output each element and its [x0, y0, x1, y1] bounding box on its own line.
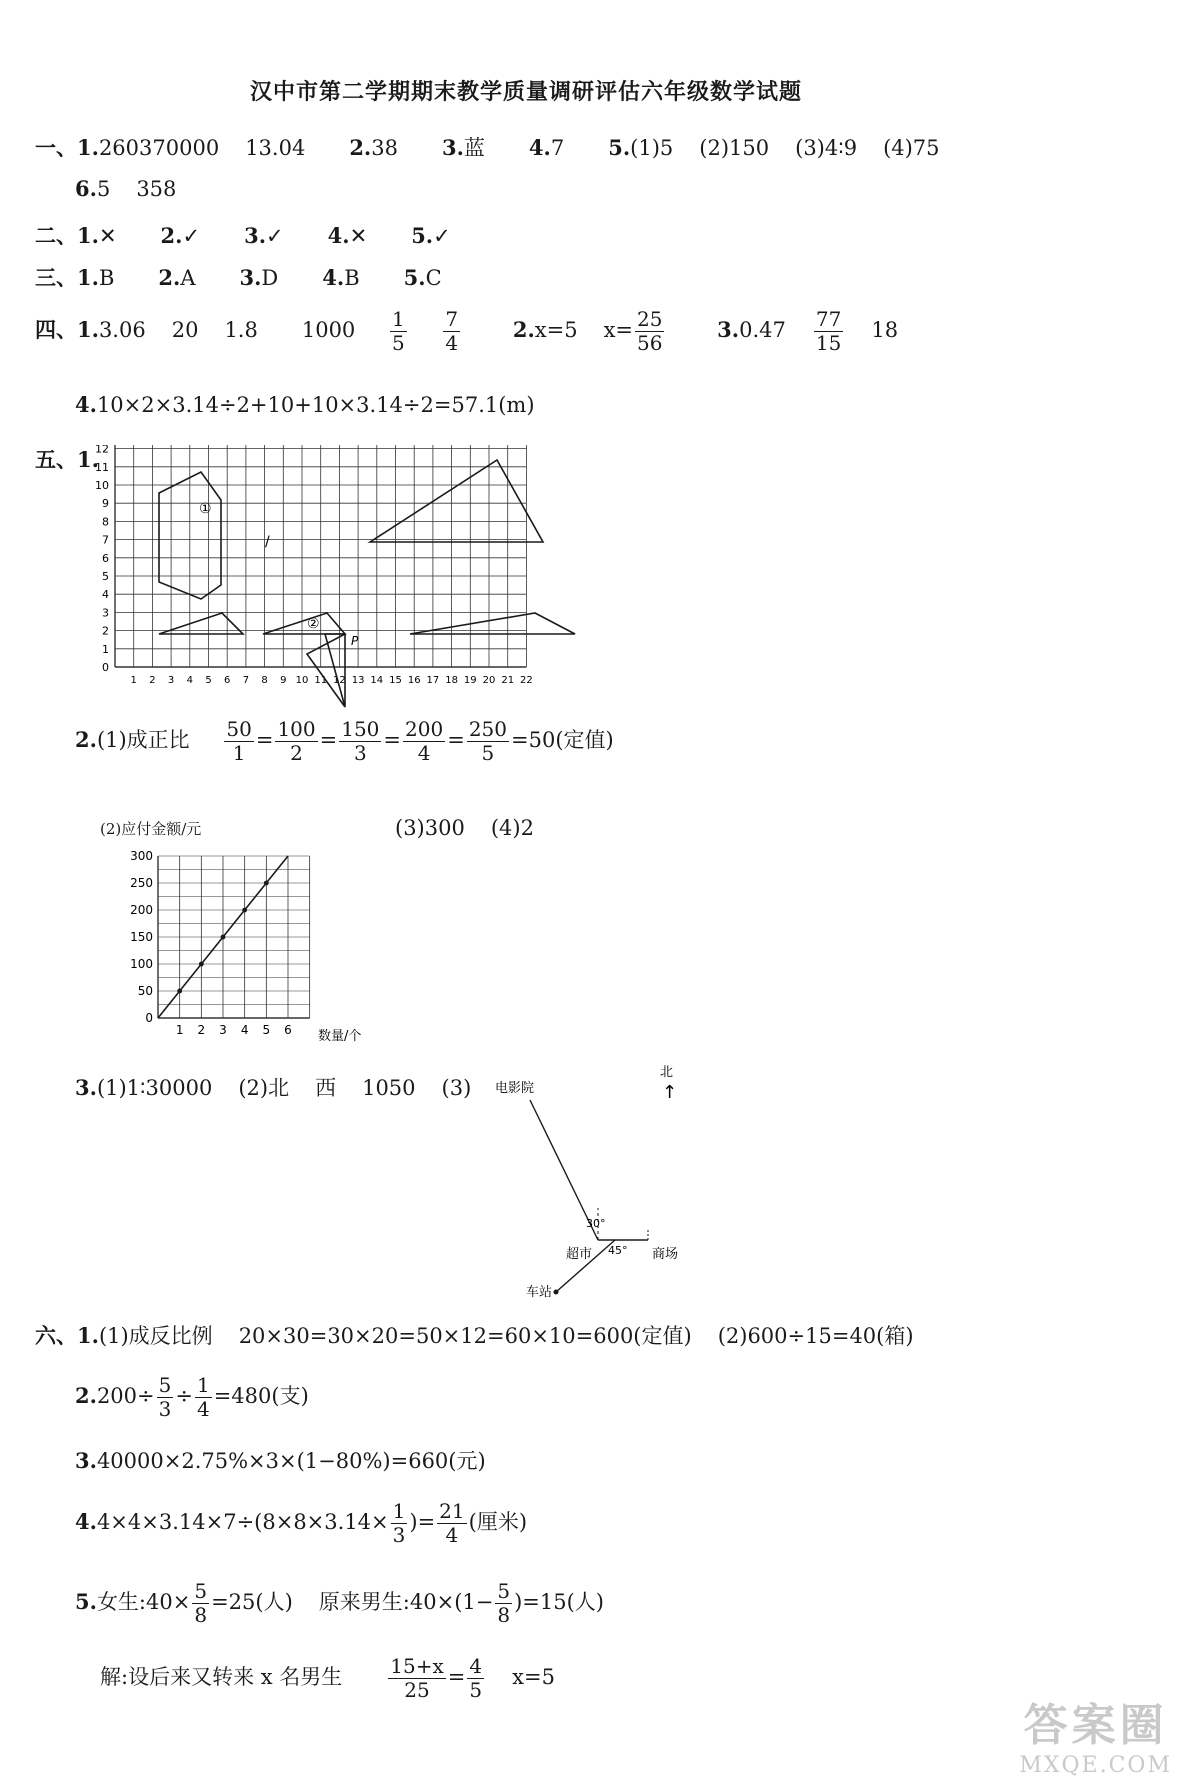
chart-x-tick: 6	[284, 1023, 292, 1037]
answer: (1)5	[630, 136, 674, 160]
q-number: 3.	[244, 223, 267, 248]
q-number: 5.	[75, 1589, 97, 1614]
numerator: 4	[469, 1654, 483, 1678]
grid-x-tick: 10	[295, 675, 309, 686]
answer: (3)4∶9	[795, 136, 858, 160]
text: 解:设后来又转来 x 名男生	[100, 1665, 343, 1689]
answer: 1.8	[224, 318, 258, 342]
grid-x-tick: 11	[314, 675, 328, 686]
q-number: 1.	[77, 447, 99, 472]
ratio-fraction	[275, 718, 317, 765]
q-number: 3.	[441, 135, 464, 160]
ratio-fraction	[467, 718, 509, 765]
market-label: 超市	[566, 1247, 593, 1262]
chart-x-tick: 3	[219, 1023, 227, 1037]
answer: C	[425, 266, 442, 290]
section-6-label: 六、	[35, 1323, 77, 1348]
fraction	[391, 1500, 408, 1547]
answer: 40000×2.75%×3×(1−80%)=660(元)	[96, 1449, 486, 1473]
grid-x-tick: 21	[501, 675, 515, 686]
triangle-rotated	[325, 634, 345, 707]
q-number: 2.	[158, 265, 181, 290]
answer: (2)北	[238, 1076, 290, 1100]
chart-y-tick: 50	[137, 984, 153, 998]
grid-x-tick: 8	[261, 675, 268, 686]
q-number: 3.	[75, 1075, 97, 1100]
answer: 0.47	[739, 318, 786, 342]
grid-x-tick: 17	[426, 675, 440, 686]
denominator: 3	[158, 1397, 172, 1421]
north-label: 北	[660, 1065, 674, 1080]
chart-point	[264, 881, 269, 886]
triangle-top-right	[370, 460, 543, 542]
answer: (3)300	[395, 816, 465, 840]
chart-y-tick: 250	[130, 876, 153, 890]
chart-x-label: 数量/个	[318, 1029, 362, 1044]
chart-x-ticks	[176, 1023, 292, 1037]
text: 女生:40×	[96, 1590, 191, 1614]
q-number: 5.	[411, 223, 434, 248]
numerator: 5	[158, 1373, 172, 1397]
numerator: 15+x	[390, 1654, 444, 1678]
chart-grid	[158, 856, 310, 1018]
section-4-line-1	[35, 308, 898, 355]
numerator: 150	[341, 717, 380, 741]
denominator: 15	[815, 331, 842, 355]
station-dot	[554, 1290, 559, 1295]
grid-y-tick: 9	[102, 497, 109, 511]
q5-2-row: 2.(1)成正比 $\frac{50}{1}$ = $\frac{100}{2}$ = $\frac{150}{3}$ = $\frac{200}{4}$ = $\frac{250}{5}$ =50(定值)	[75, 717, 614, 765]
answer: (4)75	[883, 136, 940, 160]
numerator: 50	[226, 717, 252, 741]
answer: (1)1∶30000	[96, 1076, 213, 1100]
mall-label: 商场	[652, 1247, 679, 1262]
grid-x-tick: 1	[130, 675, 137, 686]
text: (厘米)	[468, 1510, 528, 1534]
numerator: 5	[194, 1579, 208, 1603]
q-number: 4.	[322, 265, 345, 290]
section-3-label: 三、	[35, 265, 77, 290]
answer: 18	[871, 318, 899, 342]
text: =480(支)	[213, 1384, 309, 1408]
text: (8×8×3.14×	[254, 1510, 389, 1534]
shape-label-2: ②	[307, 616, 320, 632]
chart-y-tick: 200	[130, 903, 153, 917]
grid-y-tick: 3	[102, 606, 109, 620]
q-number: 3.	[75, 1448, 97, 1473]
denominator: 5	[481, 741, 495, 765]
numerator: 21	[439, 1499, 465, 1523]
chart-y-tick: 150	[130, 930, 153, 944]
answer: ✓	[433, 224, 451, 248]
denominator: 8	[497, 1603, 511, 1627]
answer: (2)150	[699, 136, 770, 160]
q-number: 1.	[77, 223, 99, 248]
denominator: 3	[353, 741, 367, 765]
text: =	[447, 1665, 466, 1689]
q-number: 2.	[75, 727, 97, 752]
chart-x-tick: 4	[240, 1023, 249, 1037]
grid-y-tick: 6	[102, 551, 109, 565]
chart-y-tick: 0	[145, 1011, 153, 1025]
fraction	[814, 308, 843, 355]
numerator: 5	[497, 1579, 511, 1603]
grid-x-tick: 2	[149, 675, 156, 686]
numerator: 7	[445, 307, 459, 331]
grid-x-tick: 16	[407, 675, 421, 686]
answer: 13.04	[245, 136, 306, 160]
grid-y-tick: 7	[102, 533, 109, 547]
answer: (4)2	[490, 816, 534, 840]
grid-x-tick: 12	[333, 675, 346, 686]
text: 200÷	[96, 1384, 155, 1408]
denominator: 5	[391, 331, 405, 355]
q-number: 2.	[160, 223, 183, 248]
section-3	[35, 262, 442, 292]
q-number: 1.	[77, 317, 99, 342]
answer: 3.06	[98, 318, 146, 342]
denominator: 5	[469, 1678, 483, 1702]
grid-y-tick: 1	[102, 642, 109, 656]
q6-5-row	[75, 1580, 604, 1627]
answer: ✕	[98, 224, 117, 248]
grid-y-tick: 12	[95, 445, 109, 456]
section-1-line-1	[35, 132, 940, 162]
denominator: 25	[404, 1678, 430, 1702]
answer: 20×30=30×20=50×12=60×10=600(定值)	[238, 1324, 692, 1348]
grid-y-ticks	[95, 445, 109, 674]
text: 原来男生:40×	[318, 1590, 455, 1614]
answer: x=5	[512, 1665, 555, 1689]
answer: ✓	[266, 224, 284, 248]
answer: 7	[550, 136, 565, 160]
chart-point	[177, 989, 182, 994]
north-arrow-icon: ↑	[662, 1082, 678, 1103]
q-number: 3.	[239, 265, 262, 290]
grid-x-tick: 15	[389, 675, 402, 686]
numerator: 1	[391, 307, 405, 331]
grid-x-tick: 6	[224, 675, 231, 686]
section-4-label: 四、	[35, 317, 77, 342]
grid-x-tick: 22	[520, 675, 533, 686]
section-5-label: 五、	[35, 447, 77, 472]
fraction	[157, 1374, 174, 1421]
grid-x-ticks	[131, 675, 533, 686]
q-number: 4.	[75, 392, 97, 417]
answer: 358	[136, 177, 177, 201]
angle-30-label: 30°	[586, 1217, 606, 1230]
denominator: 1	[232, 741, 246, 765]
denominator: 3	[392, 1523, 406, 1547]
grid-y-tick: 0	[102, 661, 109, 674]
answer: D	[261, 266, 279, 290]
answer: 1000	[301, 318, 356, 342]
grid-x-tick: 5	[205, 675, 212, 686]
answer: A	[180, 266, 196, 290]
grid-x-tick: 3	[167, 675, 175, 686]
denominator: 4	[445, 1523, 459, 1547]
grid-x-tick: 19	[463, 675, 477, 686]
watermark-url: MXQE.COM	[1019, 1753, 1172, 1778]
grid-y-tick: 11	[95, 460, 109, 474]
fraction	[635, 308, 664, 355]
fraction	[192, 1580, 209, 1627]
fraction	[495, 1580, 512, 1627]
chart-x-tick: 5	[262, 1023, 271, 1037]
q-number: 1.	[77, 265, 99, 290]
q-number: 4.	[327, 223, 350, 248]
chart-point	[221, 935, 226, 940]
q-number: 5.	[608, 135, 631, 160]
chart-y-tick: 100	[130, 957, 153, 971]
chart-y-tick: 300	[130, 849, 153, 863]
grid-x-tick: 4	[186, 675, 193, 686]
grid-y-tick: 2	[102, 624, 109, 638]
answer: 20	[171, 318, 199, 342]
q6-5-solution-row	[100, 1655, 555, 1702]
answer: B	[344, 266, 360, 290]
denominator: 4	[417, 741, 431, 765]
section-4-line-2	[75, 392, 535, 417]
grid-x-tick: 20	[482, 675, 496, 686]
answer: (1)成反比例	[98, 1324, 213, 1348]
grid-x-tick: 9	[280, 675, 287, 686]
answer: 5	[96, 177, 111, 201]
q-number: 2.	[75, 1383, 97, 1408]
text: 4×4×3.14×7÷	[96, 1510, 255, 1534]
answer: 西	[315, 1076, 337, 1100]
fraction	[195, 1374, 212, 1421]
answer: (2)600÷15=40(箱)	[717, 1324, 914, 1348]
watermark	[1019, 1689, 1172, 1778]
page-title: 汉中市第二学期期末教学质量调研评估六年级数学试题	[250, 79, 803, 105]
q-number: 1.	[77, 1323, 99, 1348]
station-label: 车站	[526, 1285, 553, 1300]
q5-3-row	[75, 1072, 471, 1102]
grid-stray-mark: /	[265, 534, 270, 550]
section-5-label-row	[35, 444, 99, 474]
fraction	[467, 1655, 484, 1702]
section-6-line-1	[35, 1320, 914, 1350]
text: )=15(人)	[514, 1590, 604, 1614]
numerator: 25	[637, 307, 663, 331]
cinema-label: 电影院	[495, 1081, 535, 1096]
shape-label-1: ①	[199, 501, 212, 517]
q-number: 4.	[528, 135, 551, 160]
chart-x-tick: 1	[175, 1023, 184, 1037]
proportion-line-chart	[120, 838, 390, 1048]
q-number: 6.	[75, 176, 97, 201]
denominator: 2	[290, 741, 303, 765]
numerator: 100	[277, 717, 316, 741]
q-number: 5.	[403, 265, 426, 290]
q-number: 3.	[717, 317, 740, 342]
numerator: 200	[405, 717, 444, 741]
answer: 260370000	[98, 136, 220, 160]
q5-2-part2-label: (2)应付金额/元	[100, 820, 202, 838]
chart-point	[199, 962, 204, 967]
fraction	[390, 308, 407, 355]
q-number: 4.	[75, 1509, 97, 1534]
answer: ✓	[182, 224, 201, 248]
text: (1−	[454, 1590, 494, 1614]
fraction	[388, 1655, 446, 1702]
q6-3-row	[75, 1445, 486, 1475]
chart-x-tick: 2	[197, 1023, 206, 1037]
answer: x=	[603, 318, 634, 342]
section-2-label: 二、	[35, 223, 77, 248]
answer: B	[98, 266, 115, 290]
numerator: 250	[468, 717, 508, 741]
answer: x=5	[534, 318, 578, 342]
answer: (3)	[441, 1076, 472, 1100]
q5-2-part3-4	[395, 816, 534, 840]
grid-x-tick: 7	[242, 675, 250, 686]
q-number: 2.	[512, 317, 535, 342]
text: ÷	[175, 1384, 193, 1408]
numerator: 1	[196, 1373, 210, 1397]
q-number: 2.	[349, 135, 372, 160]
section-1-label: 一、	[35, 135, 77, 160]
grid-x-tick: 14	[370, 675, 384, 686]
answer: ✕	[349, 224, 368, 248]
fraction	[443, 308, 460, 355]
ratio-fraction	[224, 718, 253, 765]
ratio-fraction	[339, 718, 381, 765]
grid-x-tick: 13	[351, 675, 365, 686]
angle-45-label: 45°	[608, 1244, 628, 1257]
answer: 蓝	[463, 136, 485, 160]
chart-y-ticks	[130, 849, 153, 1025]
grid-y-tick: 4	[102, 588, 109, 602]
point-p-label: P	[351, 634, 359, 648]
direction-map	[480, 1060, 740, 1310]
denominator: 8	[194, 1603, 208, 1627]
answer: 1050	[362, 1076, 416, 1100]
section-1-line-2	[75, 176, 176, 201]
denominator: 4	[196, 1397, 210, 1421]
q6-2-row	[75, 1374, 309, 1421]
answer: 10×2×3.14÷2+10+10×3.14÷2=57.1(m)	[96, 393, 535, 417]
q-number: 1.	[77, 135, 99, 160]
grid-x-tick: 18	[445, 675, 458, 686]
text: )=	[409, 1510, 436, 1534]
numerator: 1	[392, 1499, 406, 1523]
fraction	[437, 1500, 466, 1547]
watermark-logo-text: 答案圈	[1023, 1700, 1168, 1751]
ratio-fraction	[403, 718, 445, 765]
answer: =50(定值)	[511, 728, 614, 752]
chart-point	[242, 908, 247, 913]
grid-y-tick: 10	[95, 479, 109, 492]
numerator: 77	[815, 307, 842, 331]
section-2	[35, 220, 451, 250]
answer: (1)成正比	[96, 728, 190, 752]
denominator: 56	[637, 331, 663, 355]
grid-y-tick: 8	[102, 515, 109, 529]
text: =25(人)	[211, 1590, 293, 1614]
denominator: 4	[445, 331, 459, 355]
grid-y-tick: 5	[102, 570, 109, 583]
answer: 38	[371, 136, 398, 160]
q6-4-row	[75, 1500, 527, 1547]
